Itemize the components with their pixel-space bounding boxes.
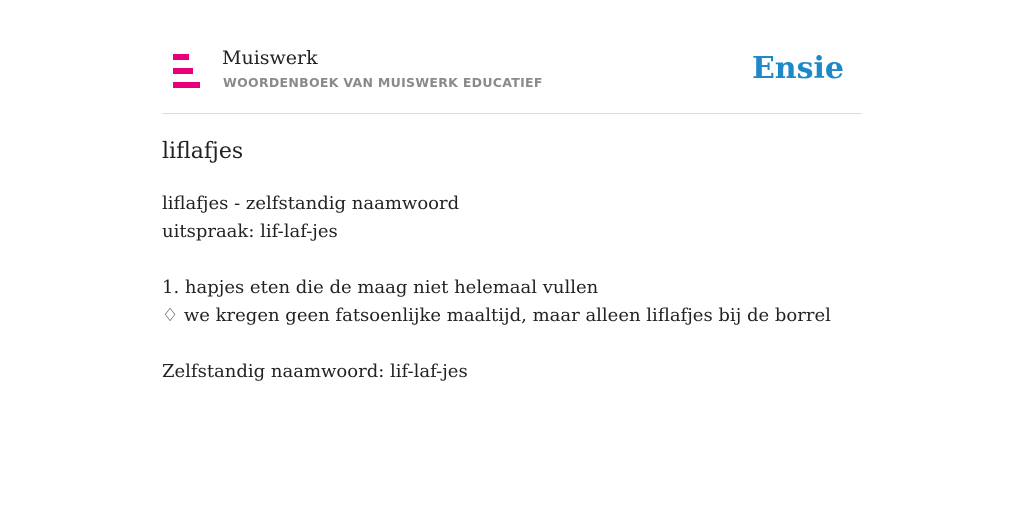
- muiswerk-logo-icon[interactable]: [173, 54, 201, 88]
- definition-line: liflafjes - zelfstandig naamwoord: [162, 193, 460, 214]
- logo-bar: [173, 68, 193, 74]
- header: [162, 40, 862, 114]
- brand-name[interactable]: Muiswerk: [222, 47, 318, 69]
- definition-line: [162, 330, 862, 358]
- definition-line: uitspraak: lif-laf-jes: [162, 221, 338, 242]
- definition-line: Zelfstandig naamwoord: lif-laf-jes: [162, 361, 468, 382]
- definition-body: [162, 190, 862, 386]
- brand-subtitle: WOORDENBOEK VAN MUISWERK EDUCATIEF: [223, 75, 543, 90]
- ensie-logo-link[interactable]: Ensie: [751, 51, 844, 86]
- definition-line: 1. hapjes eten die de maag niet helemaal vullen: [162, 277, 599, 298]
- definition-line: [162, 246, 862, 274]
- definition-line: ♢ we kregen geen fatsoenlijke maaltijd, maar alleen liflafjes bij de borrel: [162, 305, 831, 326]
- page-title: liflafjes: [162, 139, 244, 164]
- logo-bar: [173, 54, 189, 60]
- logo-bar: [173, 82, 200, 88]
